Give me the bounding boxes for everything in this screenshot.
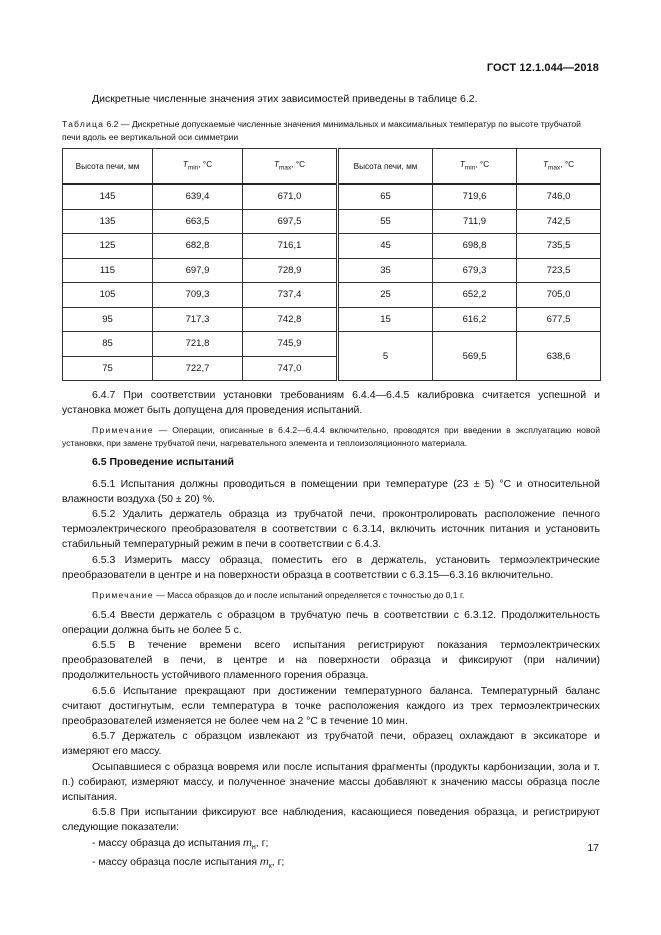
cell: 125	[63, 234, 153, 259]
cell: 709,3	[153, 283, 243, 308]
temperature-table	[62, 148, 601, 381]
table-caption	[62, 118, 600, 144]
table-row	[63, 307, 601, 332]
paragraph-6-5-8: 6.5.8 При испытании фиксируют все наблюдения, касающиеся поведения образца, и регистрируют следующие показатели:	[62, 806, 600, 834]
cell: 663,5	[153, 209, 243, 234]
paragraph-6-5-7-b: Осыпавшиеся с образца вовремя или после испытания фрагменты (продукты карбонизации, зола и т. п.) собирают, измеряют массу, и полученное значение массы добавляют к значению массы образца после испытания.	[62, 760, 600, 803]
paragraph-6-5-5: 6.5.5 В течение времени всего испытания регистрируют показания термоэлектрических преобразователей в печи, в центре и на поверхности образца и фиксируют (при наличии) продолжительность устойчивого пламенного горения образца.	[62, 638, 600, 682]
list-item-mass-before: - массу образца до испытания $m_н$, г;	[92, 836, 269, 851]
cell: 737,4	[243, 283, 338, 308]
cell: 697,9	[153, 258, 243, 283]
cell: 135	[63, 209, 153, 234]
paragraph-6-5-1: 6.5.1 Испытания должны проводиться в помещении при температуре (23 ± 5) °С и относительной влажности воздуха (50 ± 20) %.	[62, 477, 600, 505]
cell: 677,5	[517, 307, 601, 332]
list-item-mass-after: - массу образца после испытания $m_к$, г;	[92, 855, 285, 870]
cell: 745,9	[243, 332, 338, 357]
cell: 145	[63, 184, 153, 209]
col-tmax-left: $T_{max}$, °C	[243, 149, 338, 185]
cell: 25	[338, 283, 433, 308]
cell: 742,5	[517, 209, 601, 234]
cell: 742,8	[243, 307, 338, 332]
cell: 746,0	[517, 184, 601, 209]
cell: 45	[338, 234, 433, 259]
note-2: Примечание — Масса образцов до и после испытаний определяется с точностью до 0,1 г.	[92, 590, 465, 601]
col-tmax-right: $T_{max}$, °C	[517, 149, 601, 185]
cell: 15	[338, 307, 433, 332]
cell: 721,8	[153, 332, 243, 357]
cell: 719,6	[433, 184, 517, 209]
intro-paragraph: Дискретные численные значения этих зависимостей приведены в таблице 6.2.	[92, 93, 478, 105]
cell: 671,0	[243, 184, 338, 209]
paragraph-6-4-7: 6.4.7 При соответствии установки требованиям 6.4.4—6.4.5 калибровка считается успешной и установка может быть допущена для проведения испытаний.	[62, 389, 600, 417]
cell: 616,2	[433, 307, 517, 332]
cell: 569,5	[433, 332, 517, 381]
cell: 679,3	[433, 258, 517, 283]
table-header-row	[63, 149, 601, 185]
col-height-right: Высота печи, мм	[338, 149, 433, 185]
section-heading-6-5: 6.5 Проведение испытаний	[92, 456, 234, 469]
caption-text: 6.2 — Дискретные допускаемые численные значения минимальных и максимальных температур по высоте трубчатой печи вдоль ее вертикальной оси симметрии	[62, 119, 581, 142]
table-row	[63, 332, 601, 357]
cell: 728,9	[243, 258, 338, 283]
cell: 638,6	[517, 332, 601, 381]
table-row	[63, 234, 601, 259]
paragraph-6-5-3: 6.5.3 Измерить массу образца, поместить его в держатель, установить термоэлектрические преобразователи в центре и на поверхности образца в соответствии с 6.3.15—6.3.16 включительно.	[62, 553, 600, 581]
cell: 698,8	[433, 234, 517, 259]
table-row	[63, 283, 601, 308]
cell: 723,5	[517, 258, 601, 283]
col-tmin-left: $T_{min}$, °C	[153, 149, 243, 185]
paragraph-6-5-2: 6.5.2 Удалить держатель образца из трубчатой печи, проконтролировать расположение печного термоэлектрического преобразователя в соответствии с 6.3.14, включить источник питания и установить стабильный температурный режим в печи в соответствии с 6.4.3.	[62, 508, 600, 551]
cell: 682,8	[153, 234, 243, 259]
paragraph-6-5-6: 6.5.6 Испытание прекращают при достижении температурного баланса. Температурный баланс считают достигнутым, если температура в точке расположения каждого из трех термоэлектрических преобразователей изменяется не более чем на 2 °С в течение 10 мин.	[62, 684, 600, 727]
cell: 85	[63, 332, 153, 357]
col-height-left: Высота печи, мм	[63, 149, 153, 185]
cell: 717,3	[153, 307, 243, 332]
cell: 705,0	[517, 283, 601, 308]
paragraph-6-5-7: 6.5.7 Держатель с образцом извлекают из трубчатой печи, образец охлаждают в эксикаторе и измеряют его массу.	[62, 730, 600, 758]
caption-label: Таблица	[62, 119, 105, 129]
cell: 711,9	[433, 209, 517, 234]
document-code: ГОСТ 12.1.044—2018	[486, 62, 599, 74]
cell: 65	[338, 184, 433, 209]
cell: 697,5	[243, 209, 338, 234]
paragraph-6-5-4: 6.5.4 Ввести держатель с образцом в трубчатую печь в соответствии с 6.3.12. Продолжительность операции должна быть не более 5 с.	[62, 608, 600, 636]
cell: 95	[63, 307, 153, 332]
cell: 716,1	[243, 234, 338, 259]
cell: 35	[338, 258, 433, 283]
col-tmin-right: $T_{min}$, °C	[433, 149, 517, 185]
cell: 722,7	[153, 356, 243, 381]
note-1: Примечание — Операции, описанные в 6.4.2—6.4.4 включительно, проводятся при введении в эксплуатацию новой установки, при замене трубчатой печи, нагревательного элемента и теплоизоляционного материала.	[62, 425, 600, 448]
table-row	[63, 258, 601, 283]
cell: 115	[63, 258, 153, 283]
body-text	[62, 388, 600, 874]
cell: 5	[338, 332, 433, 381]
cell: 735,5	[517, 234, 601, 259]
cell: 639,4	[153, 184, 243, 209]
cell: 652,2	[433, 283, 517, 308]
table-row	[63, 184, 601, 209]
cell: 747,0	[243, 356, 338, 381]
cell: 55	[338, 209, 433, 234]
page-number: 17	[587, 842, 599, 854]
table-row	[63, 209, 601, 234]
cell: 75	[63, 356, 153, 381]
cell: 105	[63, 283, 153, 308]
